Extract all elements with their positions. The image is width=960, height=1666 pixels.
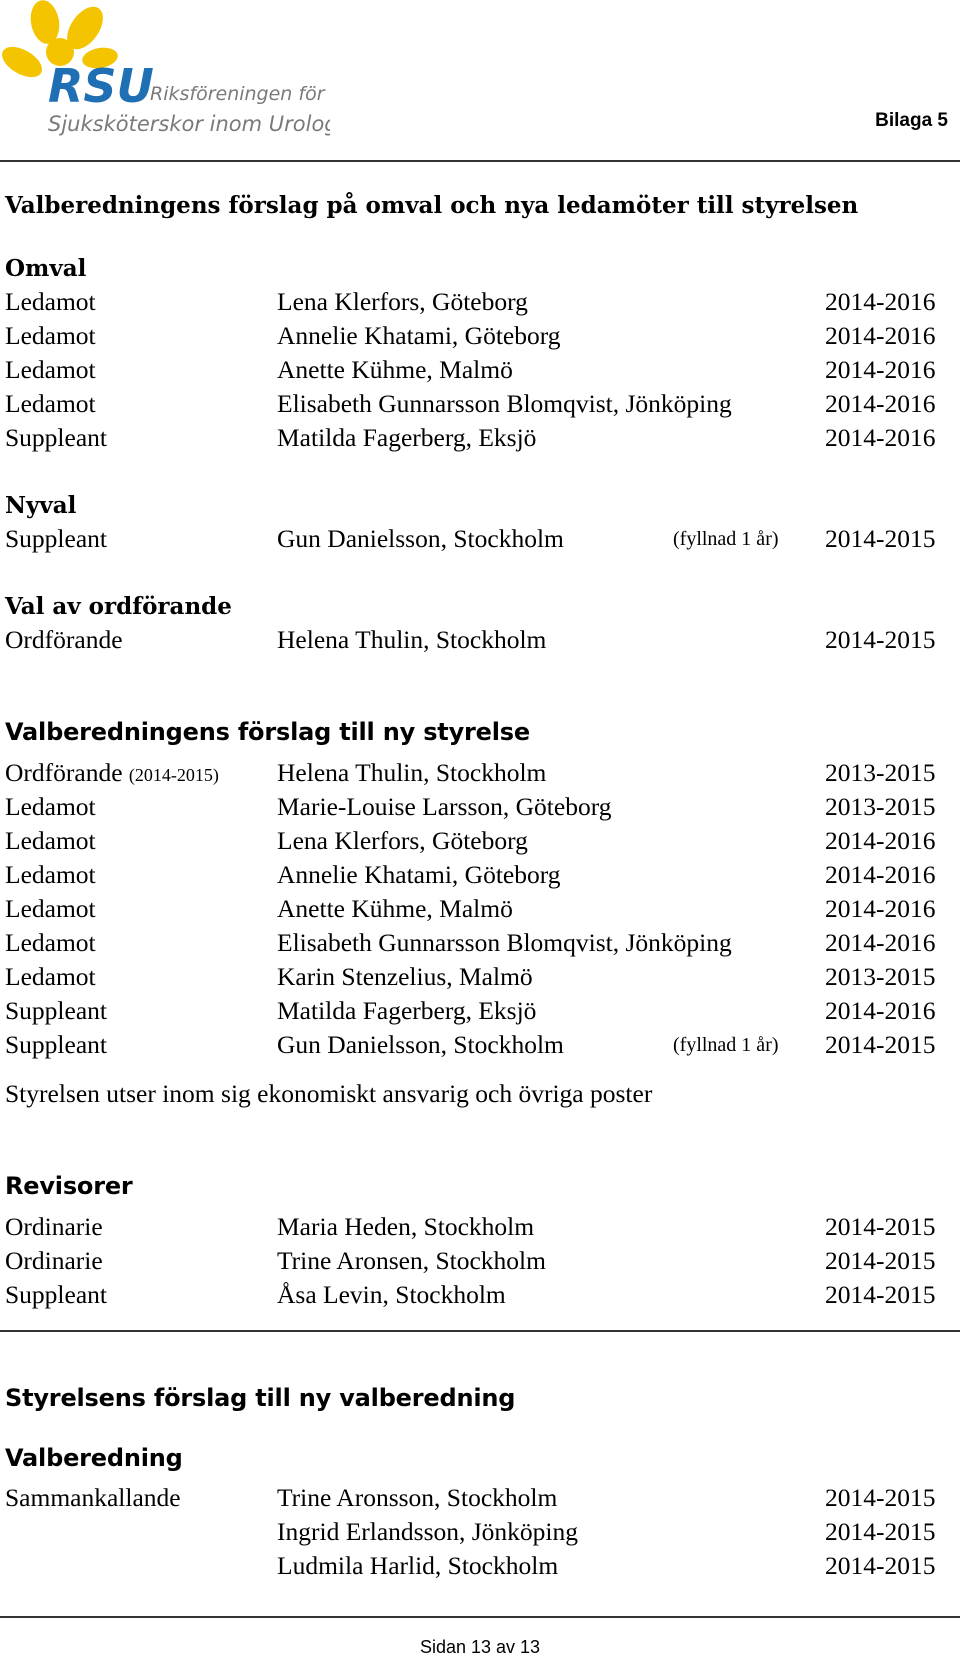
header-divider	[0, 160, 960, 162]
role: Suppleant	[5, 423, 107, 452]
role: Suppleant	[5, 524, 107, 553]
nomination-heading: Valberedning	[5, 1444, 183, 1472]
term-period: 2014-2015	[825, 524, 936, 553]
member-name: Helena Thulin, Stockholm	[277, 758, 547, 787]
member-name: Elisabeth Gunnarsson Blomqvist, Jönköping	[277, 389, 732, 418]
role: Ledamot	[5, 962, 96, 991]
member-name: Annelie Khatami, Göteborg	[277, 321, 561, 350]
term-period: 2014-2015	[825, 1483, 936, 1512]
omval-row	[0, 389, 960, 421]
auditor-row	[0, 1280, 960, 1312]
role: Ledamot	[5, 792, 96, 821]
term-period: 2014-2016	[825, 389, 936, 418]
footer-divider	[0, 1616, 960, 1618]
auditor-row	[0, 1246, 960, 1278]
logo-line2: Sjuksköterskor inom Urologi	[48, 112, 330, 136]
member-name: Lena Klerfors, Göteborg	[277, 287, 528, 316]
board-row	[0, 792, 960, 824]
logo-abbr: RSU	[48, 59, 154, 113]
board-note: Styrelsen utser inom sig ekonomiskt ansvarig och övriga poster	[5, 1079, 653, 1108]
logo-line1: Riksföreningen för	[150, 83, 325, 105]
term-period: 2014-2015	[825, 1212, 936, 1241]
auditor-row	[0, 1212, 960, 1244]
role: Ledamot	[5, 860, 96, 889]
omval-row	[0, 423, 960, 455]
member-name: Ingrid Erlandsson, Jönköping	[277, 1517, 579, 1546]
term-period: 2013-2015	[825, 962, 936, 991]
nyval-row	[0, 524, 960, 556]
member-name: Gun Danielsson, Stockholm	[277, 1030, 564, 1059]
member-name: Maria Heden, Stockholm	[277, 1212, 535, 1241]
term-period: 2014-2016	[825, 894, 936, 923]
term-period: 2014-2016	[825, 287, 936, 316]
term-period: 2014-2015	[825, 1551, 936, 1580]
board-row	[0, 996, 960, 1028]
term-period: 2014-2015	[825, 1030, 936, 1059]
attachment-label: Bilaga 5	[875, 110, 948, 131]
member-name: Karin Stenzelius, Malmö	[277, 962, 533, 991]
role: Suppleant	[5, 1280, 107, 1309]
board-row	[0, 860, 960, 892]
role-suffix: (2014-2015)	[128, 765, 219, 785]
omval-row	[0, 287, 960, 319]
member-name: Trine Aronsen, Stockholm	[277, 1246, 546, 1275]
role: Ordförande	[5, 625, 123, 654]
member-name: Anette Kühme, Malmö	[277, 355, 513, 384]
role: Ordinarie	[5, 1246, 103, 1275]
board-row	[0, 826, 960, 858]
member-name: Gun Danielsson, Stockholm	[277, 524, 564, 553]
nomination-row	[0, 1517, 960, 1549]
role: Suppleant	[5, 996, 107, 1025]
term-note: (fyllnad 1 år)	[673, 1034, 779, 1056]
nomination-row	[0, 1483, 960, 1515]
member-name: Anette Kühme, Malmö	[277, 894, 513, 923]
new-board-heading: Valberedningens förslag till ny styrelse	[5, 718, 530, 746]
term-period: 2014-2016	[825, 423, 936, 452]
role: Ledamot	[5, 389, 96, 418]
nomination-title: Styrelsens förslag till ny valberedning	[5, 1384, 516, 1412]
term-note: (fyllnad 1 år)	[673, 528, 779, 550]
omval-row	[0, 321, 960, 353]
role: Sammankallande	[5, 1483, 181, 1512]
term-period: 2013-2015	[825, 758, 936, 787]
term-period: 2014-2016	[825, 996, 936, 1025]
auditors-heading: Revisorer	[5, 1172, 133, 1200]
role: Ledamot	[5, 321, 96, 350]
board-row	[0, 962, 960, 994]
omval-heading: Omval	[5, 255, 87, 282]
section-divider	[0, 1330, 960, 1332]
term-period: 2013-2015	[825, 792, 936, 821]
board-row	[0, 758, 960, 790]
chair-row	[0, 625, 960, 657]
member-name: Trine Aronsson, Stockholm	[277, 1483, 558, 1512]
member-name: Ludmila Harlid, Stockholm	[277, 1551, 559, 1580]
role: Suppleant	[5, 1030, 107, 1059]
omval-row	[0, 355, 960, 387]
term-period: 2014-2016	[825, 826, 936, 855]
term-period: 2014-2016	[825, 321, 936, 350]
rsu-logo	[0, 0, 330, 145]
member-name: Helena Thulin, Stockholm	[277, 625, 547, 654]
member-name: Marie-Louise Larsson, Göteborg	[277, 792, 612, 821]
term-period: 2014-2015	[825, 1517, 936, 1546]
member-name: Matilda Fagerberg, Eksjö	[277, 996, 537, 1025]
role: Ledamot	[5, 928, 96, 957]
term-period: 2014-2015	[825, 1246, 936, 1275]
member-name: Elisabeth Gunnarsson Blomqvist, Jönköping	[277, 928, 732, 957]
proposal-title: Valberedningens förslag på omval och nya ledamöter till styrelsen	[5, 192, 859, 219]
member-name: Lena Klerfors, Göteborg	[277, 826, 528, 855]
term-period: 2014-2015	[825, 625, 936, 654]
board-row	[0, 928, 960, 960]
member-name: Matilda Fagerberg, Eksjö	[277, 423, 537, 452]
role: Ledamot	[5, 287, 96, 316]
role: Ledamot	[5, 894, 96, 923]
board-row	[0, 1030, 960, 1062]
role	[5, 758, 219, 788]
term-period: 2014-2016	[825, 928, 936, 957]
nyval-heading: Nyval	[5, 492, 77, 519]
chair-heading: Val av ordförande	[5, 593, 232, 620]
member-name: Annelie Khatami, Göteborg	[277, 860, 561, 889]
member-name: Åsa Levin, Stockholm	[277, 1280, 506, 1309]
nomination-row	[0, 1551, 960, 1583]
role: Ordinarie	[5, 1212, 103, 1241]
role: Ledamot	[5, 355, 96, 384]
board-row	[0, 894, 960, 926]
rsu-logo-graphic	[0, 0, 330, 145]
term-period: 2014-2015	[825, 1280, 936, 1309]
role-text: Ordförande	[5, 758, 123, 787]
role: Ledamot	[5, 826, 96, 855]
page-number: Sidan 13 av 13	[419, 1637, 541, 1657]
term-period: 2014-2016	[825, 355, 936, 384]
term-period: 2014-2016	[825, 860, 936, 889]
